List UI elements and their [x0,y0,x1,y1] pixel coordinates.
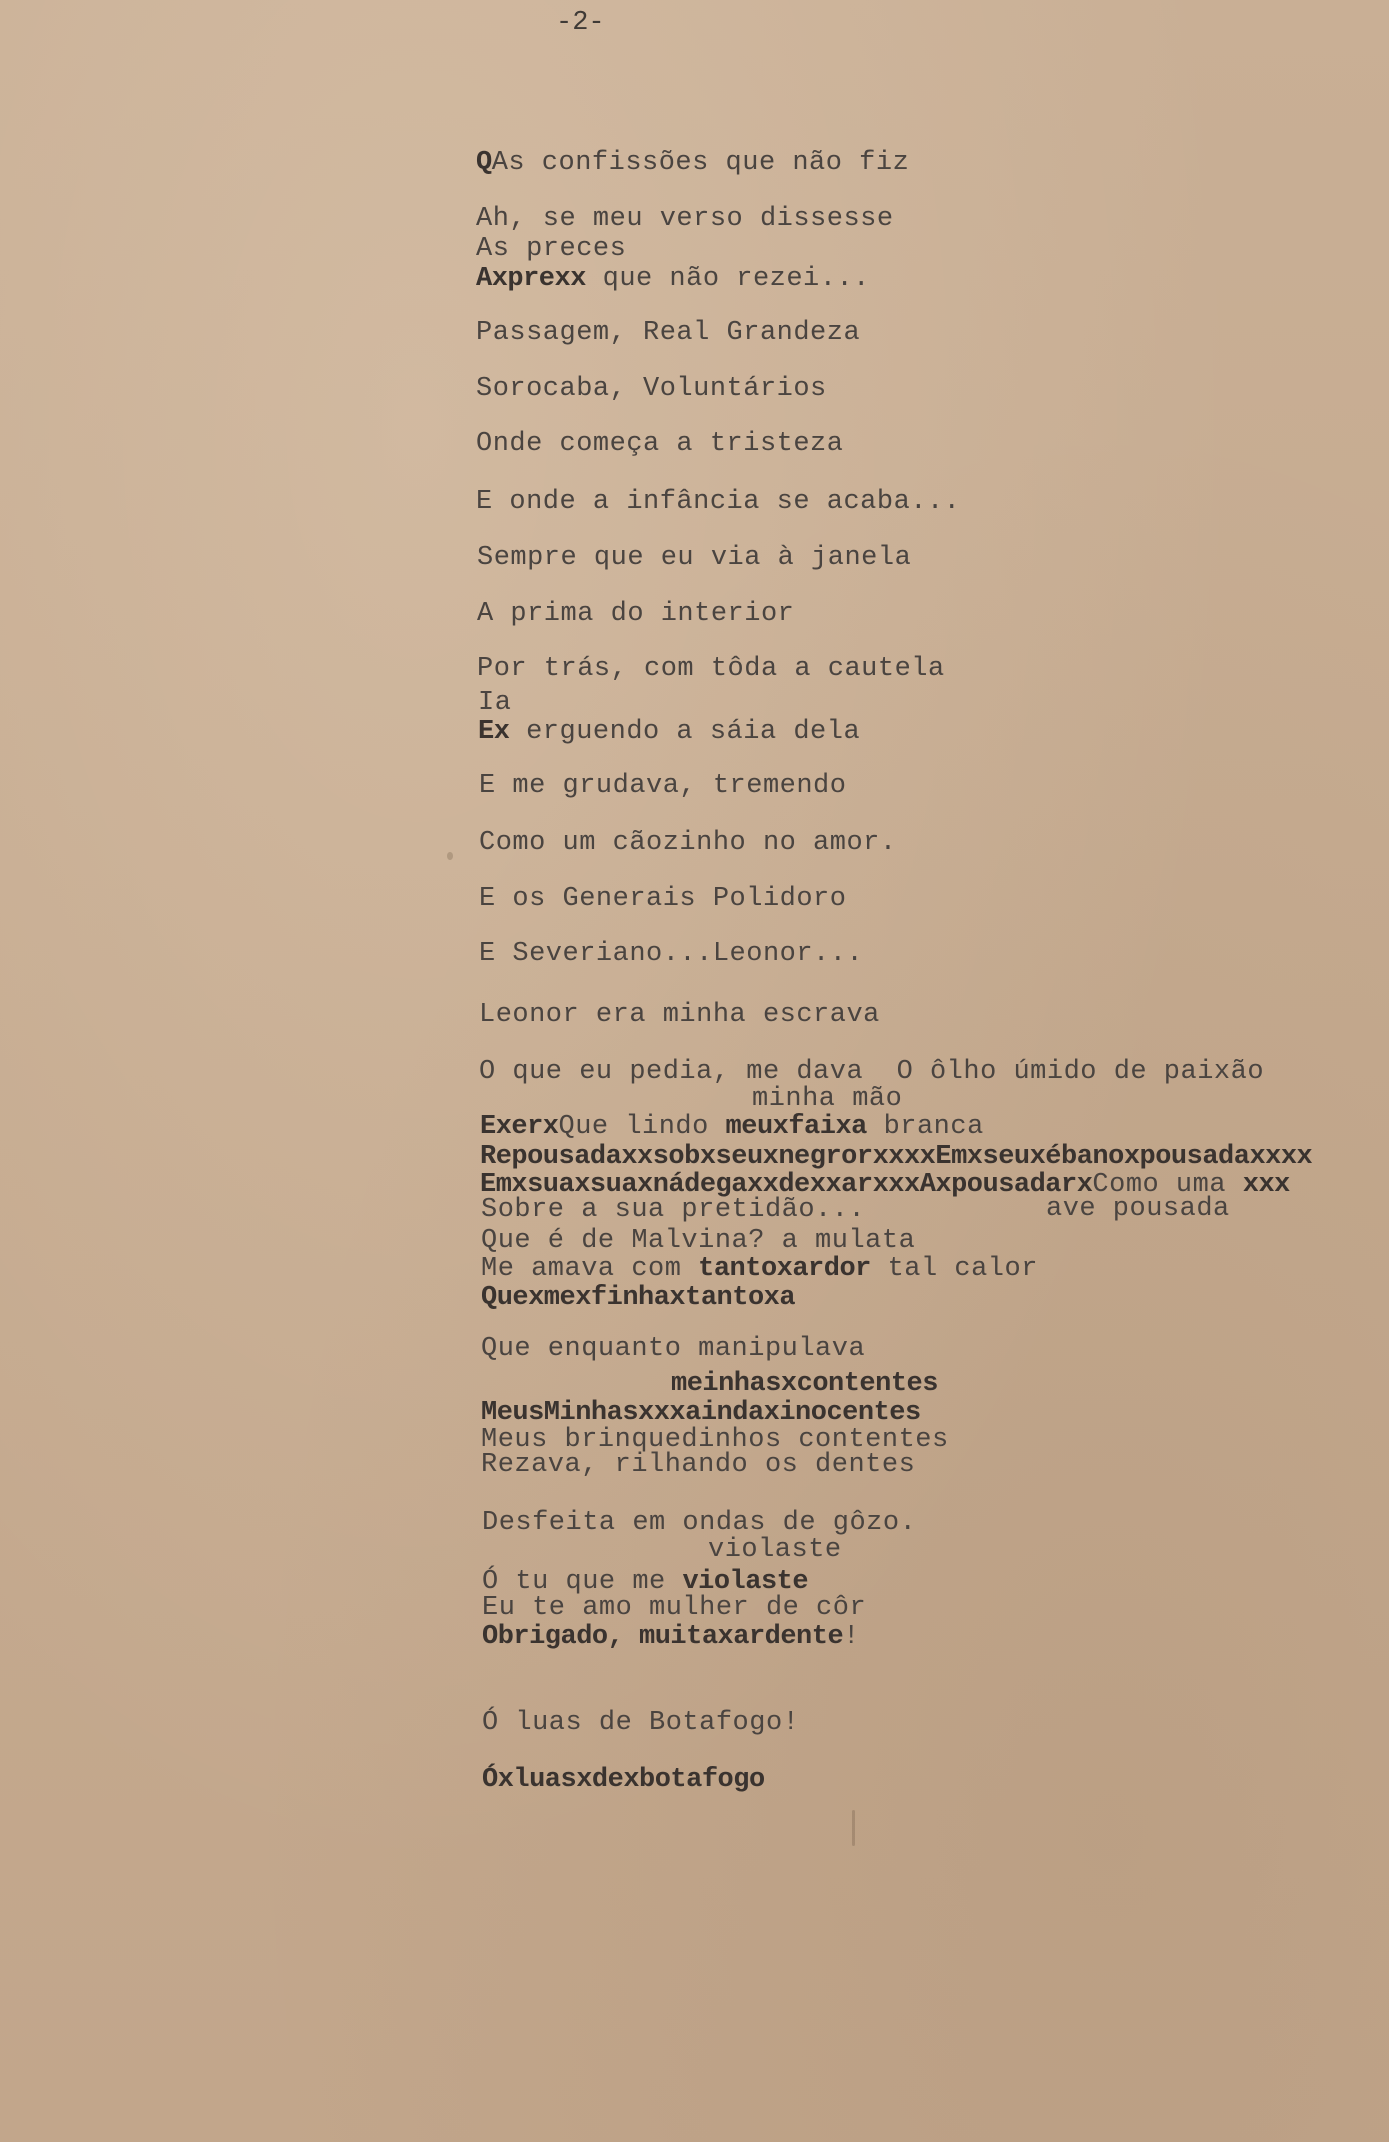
verse-line: Que enquanto manipulava [481,1334,866,1364]
verse-line: Ia [478,688,512,718]
verse-line: Meus brinquedinhos contentes [481,1425,949,1455]
verse-line: Ó luas de Botafogo! [482,1708,800,1738]
verse-line: Sobre a sua pretidão... [481,1195,866,1225]
verse-line: Rezava, rilhando os dentes [481,1450,916,1480]
struck-text: Emxsuaxsuaxnádegaxxdexxarxxx [480,1170,920,1200]
struck-line [482,1765,765,1795]
verse-text: erguendo a sáia dela [509,717,861,747]
verse-text: tal calor [870,1254,1038,1284]
struck-text: Quexmexfinhaxtantoxa [481,1283,796,1313]
verse-text: As confissões que não fiz [491,148,910,178]
verse-line: Ah, se meu verso dissesse [476,204,894,234]
verse-text: branca [866,1112,984,1142]
verse-line [480,1112,984,1142]
verse-text: Como uma [1092,1170,1243,1200]
struck-line [481,1398,921,1428]
struck-text: Óxluasxdexbotafogo [482,1765,765,1795]
verse-line: Sorocaba, Voluntários [476,374,827,404]
struck-text: Axprexx [476,264,586,294]
verse-line: Leonor era minha escrava [479,1000,880,1030]
struck-text: Exerx [480,1112,559,1142]
inserted-text: violaste [708,1535,842,1565]
struck-text: violaste [682,1567,809,1597]
verse-line [481,1254,1038,1284]
verse-line: Como um cãozinho no amor. [479,828,897,858]
verse-line [482,1622,860,1652]
verse-line: E os Generais Polidoro [479,884,847,914]
verse-line: Por trás, com tôda a cautela [477,654,945,684]
verse-line: As preces [476,234,627,264]
verse-line: Onde começa a tristeza [476,429,844,459]
struck-text: Axpousadarx [919,1170,1093,1200]
inserted-text: minha mão [752,1084,903,1114]
verse-line: Sempre que eu via à janela [477,543,912,573]
verse-line [476,264,870,294]
verse-text: que não rezei... [585,264,870,294]
verse-line: E me grudava, tremendo [479,771,847,801]
verse-line: Eu te amo mulher de côr [482,1593,867,1623]
struck-text: tantoxardor [698,1254,871,1284]
struck-text: Emxseuxébanoxpousadaxxxx [935,1142,1313,1172]
verse-text: ! [843,1622,860,1652]
struck-text: MeusMinhasxxxaindaxinocentes [481,1398,921,1428]
struck-line [481,1283,795,1313]
page-number: -2- [556,8,605,38]
verse-line: Que é de Malvina? a mulata [481,1226,916,1256]
struck-text: xxx [1242,1170,1290,1200]
ink-smudge [447,852,453,860]
verse-text: Ó tu que me [482,1567,683,1597]
verse-line: A prima do interior [477,599,795,629]
struck-text: Ex [478,717,510,747]
struck-line [671,1369,938,1399]
verse-text: Me amava com [481,1254,699,1284]
verse-line: E onde a infância se acaba... [476,487,961,517]
struck-text: Q [476,148,492,178]
struck-text: meinhasxcontentes [671,1369,938,1399]
verse-line: E Severiano...Leonor... [479,939,864,969]
ink-smudge [852,1810,855,1846]
verse-line [478,717,860,747]
struck-line [480,1142,1312,1172]
verse-line: Passagem, Real Grandeza [476,318,861,348]
verse-line: O que eu pedia, me dava O ôlho úmido de paixão [479,1057,1265,1087]
struck-text: Obrigado, muitaxardente [482,1622,844,1652]
struck-text: Repousadaxxsobxseuxnegrorxxxx [480,1142,936,1172]
line-title [476,148,909,178]
inserted-text: ave pousada [1046,1194,1230,1224]
verse-line: Desfeita em ondas de gôzo. [482,1508,917,1538]
struck-text: meuxfaixa [725,1112,867,1142]
verse-text: Que lindo [558,1112,726,1142]
